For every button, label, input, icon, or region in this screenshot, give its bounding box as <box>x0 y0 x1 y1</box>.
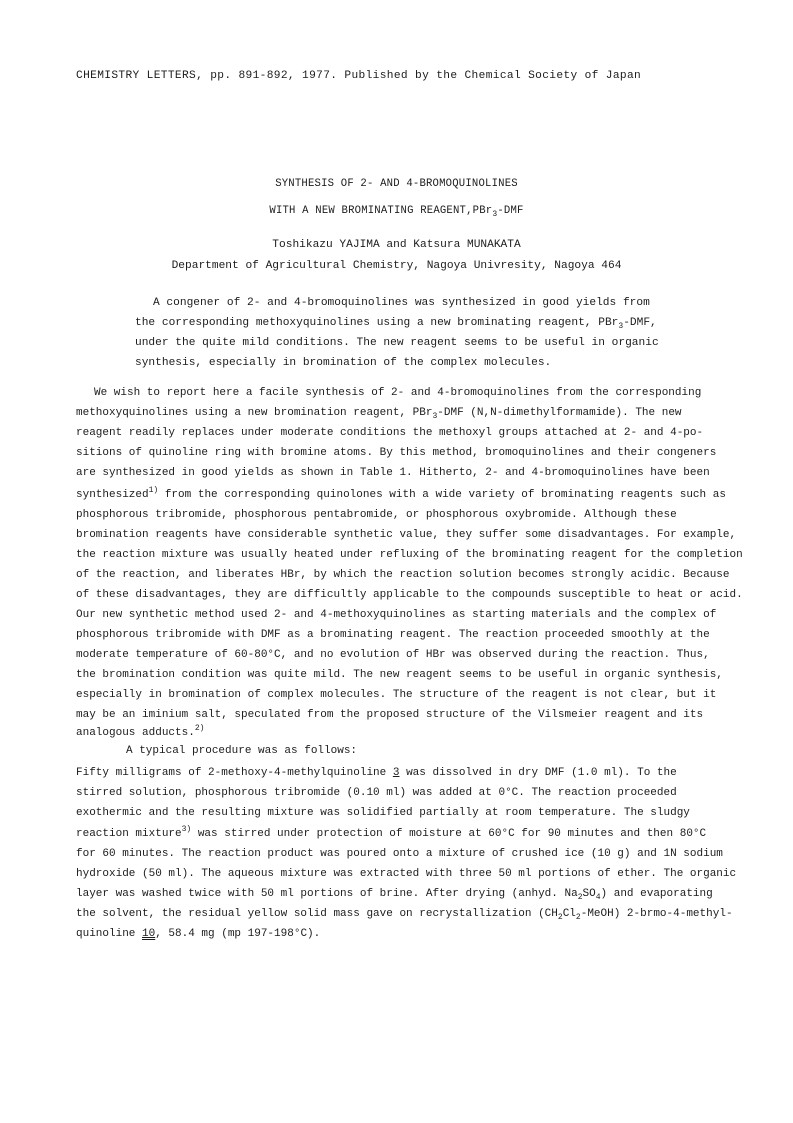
body-text: reaction mixture <box>76 828 182 840</box>
body-line: stirred solution, phosphorous tribromide (0.10 ml) was added at 0°C. The reaction proceeded <box>76 787 677 799</box>
body-text: Cl <box>562 908 576 920</box>
body-line <box>76 406 682 420</box>
body-line: of the reaction, and liberates HBr, by which the reaction solution becomes strongly acidic. Because <box>76 569 730 581</box>
body-text: Fifty milligrams of 2-methoxy-4-methylquinoline <box>76 767 393 779</box>
body-subscript: 2 <box>557 913 563 922</box>
abstract-line: under the quite mild conditions. The new reagent seems to be useful in organic <box>135 337 659 349</box>
body-text: the solvent, the residual yellow solid mass gave on recrystallization (CH <box>76 908 558 920</box>
body-text-end: ) and evaporating <box>600 888 713 900</box>
body-text-end: , 58.4 mg (mp 197-198°C). <box>155 928 321 940</box>
body-text: layer was washed twice with 50 ml portions of brine. After drying (anhyd. Na <box>76 888 578 900</box>
reference-marker: 3) <box>181 825 192 834</box>
body-line <box>76 927 320 941</box>
title-text-end: -DMF <box>497 205 524 217</box>
body-line: are synthesized in good yields as shown in Table 1. Hitherto, 2- and 4-bromoquinolines have been <box>76 467 710 479</box>
body-subscript: 3 <box>432 412 438 421</box>
abstract-text: the corresponding methoxyquinolines using a new brominating reagent, PBr <box>135 317 619 329</box>
body-line: bromination reagents have considerable synthetic value, they suffer some disadvantages. For example, <box>76 529 737 541</box>
body-line <box>76 827 706 841</box>
body-subscript: 2 <box>575 913 581 922</box>
abstract-line <box>135 316 657 330</box>
body-line: phosphorous tribromide with DMF as a brominating reagent. The reaction proceeded smoothly at the <box>76 629 710 641</box>
body-line <box>76 907 733 921</box>
body-line <box>76 726 204 740</box>
authors: Toshikazu YAJIMA and Katsura MUNAKATA <box>272 239 521 251</box>
body-line: the bromination condition was quite mild. The new reagent seems to be useful in organic synthesis, <box>76 669 723 681</box>
reference-marker: 2) <box>194 724 205 733</box>
reference-marker: 1) <box>148 486 159 495</box>
body-text-end: from the corresponding quinolones with a wide variety of brominating reagents such as <box>158 489 726 501</box>
abstract-subscript: 3 <box>618 322 624 331</box>
body-text-end: -MeOH) 2-brmo-4-methyl- <box>580 908 733 920</box>
body-subscript: 2 <box>577 893 583 902</box>
paper-title-line-1: SYNTHESIS OF 2- AND 4-BROMOQUINOLINES <box>275 178 518 190</box>
body-text: synthesized <box>76 489 149 501</box>
body-line: of these disadvantages, they are difficultly applicable to the compounds susceptible to heat or acid. <box>76 589 743 601</box>
body-text: analogous adducts. <box>76 727 195 739</box>
compound-ref: 3 <box>392 767 400 779</box>
title-text: WITH A NEW BROMINATING REAGENT,PBr <box>269 205 493 217</box>
body-subscript: 4 <box>595 893 601 902</box>
body-line: especially in bromination of complex molecules. The structure of the reagent is not clear, but it <box>76 689 717 701</box>
body-line: the reaction mixture was usually heated under refluxing of the brominating reagent for the completion <box>76 549 743 561</box>
journal-header: CHEMISTRY LETTERS, pp. 891-892, 1977. Published by the Chemical Society of Japan <box>76 70 642 82</box>
compound-ref: 10 <box>142 928 156 940</box>
body-line: We wish to report here a facile synthesis of 2- and 4-bromoquinolines from the corresponding <box>94 387 702 399</box>
body-text: quinoline <box>76 928 143 940</box>
body-text: SO <box>582 888 596 900</box>
body-line: sitions of quinoline ring with bromine atoms. By this method, bromoquinolines and their congeners <box>76 447 717 459</box>
body-line <box>76 887 713 901</box>
affiliation: Department of Agricultural Chemistry, Nagoya Univresity, Nagoya 464 <box>171 260 622 272</box>
body-line: may be an iminium salt, speculated from the proposed structure of the Vilsmeier reagent and its <box>76 709 704 721</box>
body-line: moderate temperature of 60-80°C, and no evolution of HBr was observed during the reaction. Thus, <box>76 649 710 661</box>
body-text-end: was stirred under protection of moisture at 60°C for 90 minutes and then 80°C <box>191 828 707 840</box>
body-text-end: was dissolved in dry DMF (1.0 ml). To the <box>399 767 677 779</box>
body-line <box>76 488 726 502</box>
body-line: hydroxide (50 ml). The aqueous mixture was extracted with three 50 ml portions of ether. The organic <box>76 868 737 880</box>
body-text-end: -DMF (N,N-dimethylformamide). The new <box>437 407 682 419</box>
abstract-line: A congener of 2- and 4-bromoquinolines was synthesized in good yields from <box>153 297 650 309</box>
body-line: exothermic and the resulting mixture was solidified partially at room temperature. The sludgy <box>76 807 690 819</box>
body-text: methoxyquinolines using a new bromination reagent, PBr <box>76 407 433 419</box>
abstract-line: synthesis, especially in bromination of the complex molecules. <box>135 357 552 369</box>
procedure-intro: A typical procedure was as follows: <box>126 745 358 757</box>
body-line: reagent readily replaces under moderate conditions the methoxyl groups attached at 2- and 4-po- <box>76 427 704 439</box>
title-subscript: 3 <box>492 210 498 219</box>
body-line: for 60 minutes. The reaction product was poured onto a mixture of crushed ice (10 g) and 1N sodium <box>76 848 723 860</box>
body-line: Our new synthetic method used 2- and 4-methoxyquinolines as starting materials and the complex of <box>76 609 717 621</box>
paper-title-line-2 <box>0 204 793 218</box>
abstract-text-end: -DMF, <box>623 317 657 329</box>
body-line <box>76 766 677 780</box>
body-line: phosphorous tribromide, phosphorous pentabromide, or phosphorous oxybromide. Although these <box>76 509 677 521</box>
